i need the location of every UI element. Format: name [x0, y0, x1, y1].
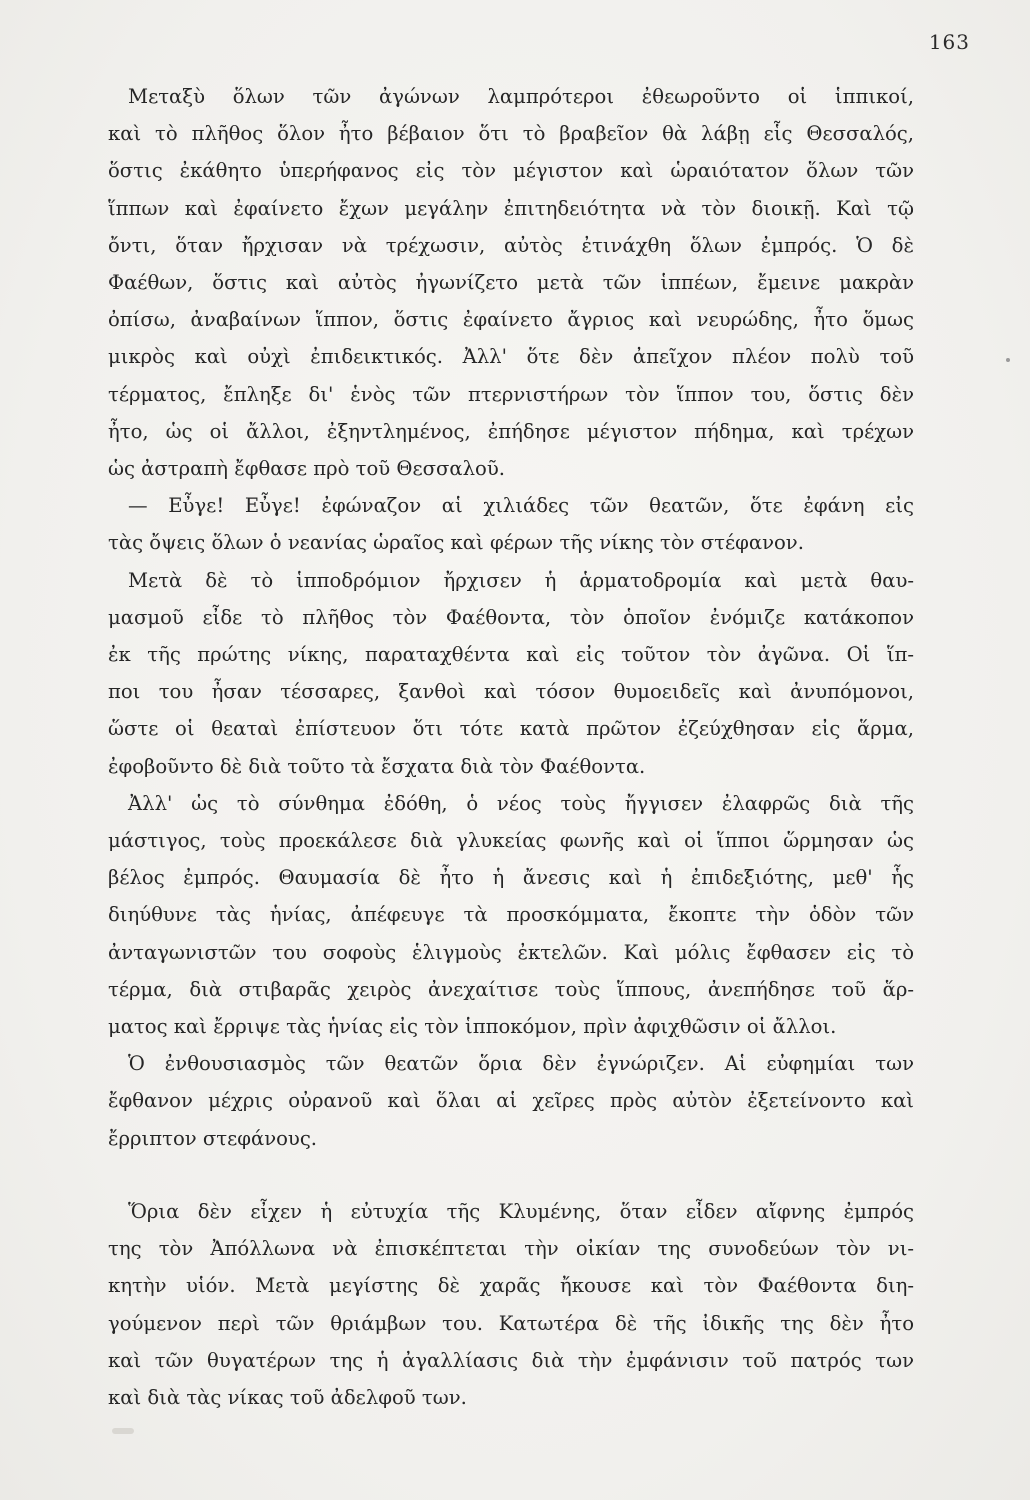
text-line: ἀνταγωνιστῶν του σοφοὺς ἑλιγμοὺς ἐκτελῶν. Καὶ μόλις ἔφθασεν εἰς τὸ	[108, 940, 914, 964]
text-line: καὶ τῶν θυγατέρων της ἡ ἀγαλλίασις διὰ τὴν ἐμφάνισιν τοῦ πατρός των	[108, 1348, 914, 1372]
paragraph-enthusiasm	[108, 1045, 914, 1157]
text-line: ὡς ἀστραπὴ ἔφθασε πρὸ τοῦ Θεσσαλοῦ.	[108, 457, 505, 481]
margin-speck	[1006, 358, 1010, 362]
paragraph-chariot-victory	[108, 785, 914, 1045]
text-line: ὥστε οἱ θεαταὶ ἐπίστευον ὅτι τότε κατὰ πρῶτον ἐζεύχθησαν εἰς ἅρμα,	[108, 717, 914, 741]
text-line: ἵππων καὶ ἐφαίνετο ἔχων μεγάλην ἐπιτηδειότητα νὰ τὸν διοικῇ. Καὶ τῷ	[108, 196, 914, 220]
text-line: ποι του ἦσαν τέσσαρες, ξανθοὶ καὶ τόσον θυμοειδεῖς καὶ ἀνυπόμονοι,	[108, 680, 914, 704]
text-line: γούμενον περὶ τῶν θριάμβων του. Κατωτέρα δὲ τῆς ἰδικῆς της δὲν ἦτο	[108, 1311, 914, 1335]
text-line: Ὁ ἐνθουσιασμὸς τῶν θεατῶν ὅρια δὲν ἐγνώριζεν. Αἱ εὐφημίαι των	[128, 1052, 914, 1076]
text-line: ἐφοβοῦντο δὲ διὰ τοῦτο τὰ ἔσχατα διὰ τὸν Φαέθοντα.	[108, 754, 646, 778]
text-line: ὅστις ἐκάθητο ὑπερήφανος εἰς τὸν μέγιστον καὶ ὡραιότατον ὅλων τῶν	[108, 159, 914, 183]
paragraph-race	[108, 78, 914, 487]
text-line: μάστιγος, τοὺς προεκάλεσε διὰ γλυκείας φωνῆς καὶ οἱ ἵπποι ὥρμησαν ὡς	[108, 829, 914, 853]
text-line: τὰς ὄψεις ὅλων ὁ νεανίας ὡραῖος καὶ φέρων τῆς νίκης τὸν στέφανον.	[108, 531, 804, 555]
text-line: καὶ διὰ τὰς νίκας τοῦ ἀδελφοῦ των.	[108, 1385, 467, 1409]
text-line: — Εὖγε! Εὖγε! ἐφώναζον αἱ χιλιάδες τῶν θεατῶν, ὅτε ἐφάνη εἰς	[128, 494, 914, 518]
paragraph-chariot-race	[108, 562, 914, 785]
text-line: κητὴν υἱόν. Μετὰ μεγίστης δὲ χαρᾶς ἤκουσε καὶ τὸν Φαέθοντα διη-	[108, 1274, 914, 1298]
text-line: ἔφθανον μέχρις οὐρανοῦ καὶ ὅλαι αἱ χεῖρες πρὸς αὐτὸν ἐξετείνοντο καὶ	[108, 1089, 914, 1113]
text-line: Ὅρια δὲν εἶχεν ἡ εὐτυχία τῆς Κλυμένης, ὅταν εἶδεν αἴφνης ἐμπρός	[128, 1199, 914, 1223]
text-line: ὄντι, ὅταν ἤρχισαν νὰ τρέχωσιν, αὐτὸς ἐτινάχθη ὅλων ἐμπρός. Ὁ δὲ	[108, 233, 914, 257]
text-line: Φαέθων, ὅστις καὶ αὐτὸς ἠγωνίζετο μετὰ τῶν ἱππέων, ἔμεινε μακρὰν	[108, 271, 914, 295]
text-line: ἔρριπτον στεφάνους.	[108, 1126, 318, 1150]
text-line: ἐκ τῆς πρώτης νίκης, παραταχθέντα καὶ εἰς τοῦτον τὸν ἀγῶνα. Οἱ ἵπ-	[108, 643, 914, 667]
paragraph-klymene	[108, 1193, 914, 1416]
paragraph-cheers	[108, 487, 914, 561]
text-line: μικρὸς καὶ οὐχὶ ἐπιδεικτικός. Ἀλλ' ὅτε δὲν ἀπεῖχον πλέον πολὺ τοῦ	[108, 345, 914, 369]
text-line: καὶ τὸ πλῆθος ὅλον ἦτο βέβαιον ὅτι τὸ βραβεῖον θὰ λάβῃ εἷς Θεσσαλός,	[108, 122, 914, 146]
text-line: της τὸν Ἀπόλλωνα νὰ ἐπισκέπτεται τὴν οἰκίαν της συνοδεύων τὸν νι-	[108, 1237, 914, 1261]
text-line: ἦτο, ὡς οἱ ἄλλοι, ἐξηντλημένος, ἐπήδησε μέγιστον πήδημα, καὶ τρέχων	[108, 419, 914, 443]
text-line: τέρματος, ἔπληξε δι' ἑνὸς τῶν πτερνιστήρων τὸν ἵππον του, ὅστις δὲν	[108, 382, 914, 406]
text-line: μασμοῦ εἶδε τὸ πλῆθος τὸν Φαέθοντα, τὸν ὁποῖον ἐνόμιζε κατάκοπον	[108, 605, 914, 629]
text-line: βέλος ἐμπρός. Θαυμασία δὲ ἦτο ἡ ἄνεσις καὶ ἡ ἐπιδεξιότης, μεθ' ἧς	[108, 866, 914, 890]
text-line: ματος καὶ ἔρριψε τὰς ἡνίας εἰς τὸν ἱπποκόμον, πρὶν ἀφιχθῶσιν οἱ ἄλλοι.	[108, 1015, 837, 1039]
text-line: διηύθυνε τὰς ἡνίας, ἀπέφευγε τὰ προσκόμματα, ἔκοπτε τὴν ὁδὸν τῶν	[108, 903, 914, 927]
page-smudge	[112, 1428, 134, 1434]
text-line: Ἀλλ' ὡς τὸ σύνθημα ἐδόθη, ὁ νέος τοὺς ἤγγισεν ἐλαφρῶς διὰ τῆς	[128, 791, 914, 815]
text-line: τέρμα, διὰ στιβαρᾶς χειρὸς ἀνεχαίτισε τοὺς ἵππους, ἀνεπήδησε τοῦ ἅρ-	[108, 977, 914, 1001]
text-line: ὀπίσω, ἀναβαίνων ἵππον, ὅστις ἐφαίνετο ἄγριος καὶ νευρώδης, ἦτο ὅμως	[108, 308, 914, 332]
body-text	[108, 78, 914, 1416]
text-line: Μετὰ δὲ τὸ ἱπποδρόμιον ἤρχισεν ἡ ἁρματοδρομία καὶ μετὰ θαυ-	[128, 568, 914, 592]
page-number: 163	[928, 30, 970, 54]
text-line: Μεταξὺ ὅλων τῶν ἀγώνων λαμπρότεροι ἐθεωροῦντο οἱ ἱππικοί,	[128, 85, 914, 108]
